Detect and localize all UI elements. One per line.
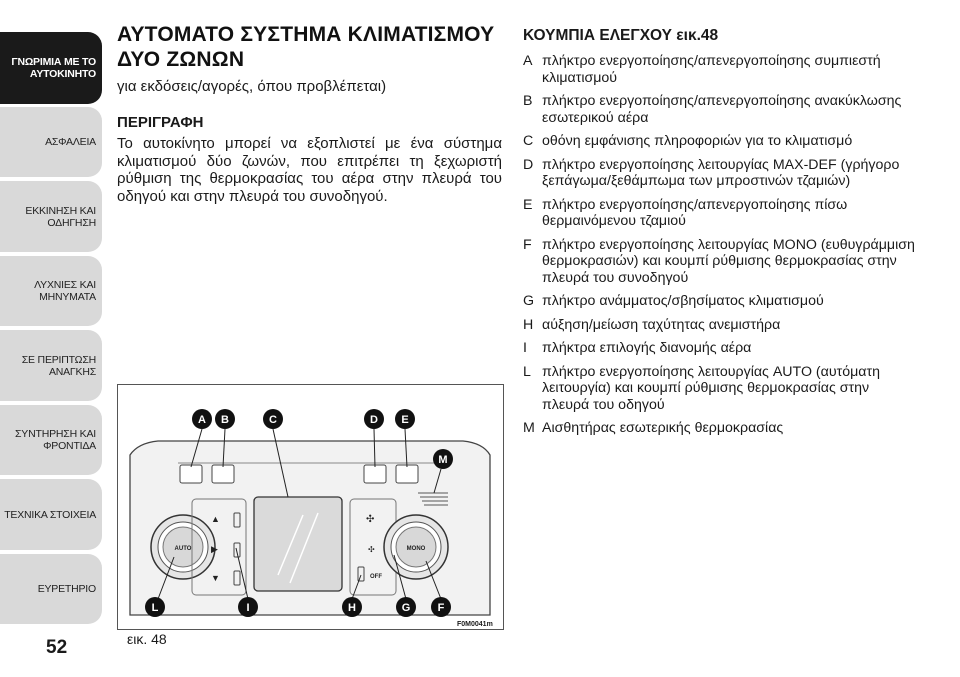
tab-maintenance[interactable] <box>0 405 102 475</box>
tab-technical-data[interactable] <box>0 479 102 550</box>
callout-b: B <box>221 414 229 426</box>
tab-lights-messages[interactable] <box>0 256 102 326</box>
item-key: C <box>523 133 534 149</box>
list-item <box>523 133 916 150</box>
callout-c: C <box>269 414 277 426</box>
page-title: ΑΥΤΟΜΑΤΟ ΣΥΣΤΗΜΑ ΚΛΙΜΑΤΙΣΜΟΥ ΔΥΟ ΖΩΝΩΝ <box>117 23 495 71</box>
item-text: πλήκτρο ανάμματος/σβησίματος κλιματισμού <box>542 293 824 309</box>
list-item <box>523 340 916 357</box>
auto-label: AUTO <box>174 546 192 552</box>
tab-label: ΛΥΧΝΙΕΣ ΚΑΙ ΜΗΝΥΜΑΤΑ <box>34 279 96 303</box>
figure-code: F0M0041m <box>457 621 493 628</box>
item-text: πλήκτρο ενεργοποίησης/απενεργοποίησης πίσω θερμαινόμενου τζαμιού <box>542 196 848 229</box>
list-item <box>523 237 916 287</box>
item-key: E <box>523 196 533 213</box>
item-key: I <box>523 340 527 356</box>
item-key: L <box>523 363 531 380</box>
tab-label: ΕΚΚΙΝΗΣΗ ΚΑΙ ΟΔΗΓΗΣΗ <box>25 204 96 229</box>
item-key: D <box>523 156 534 173</box>
off-label: OFF <box>370 574 382 580</box>
tab-label: ΣΕ ΠΕΡΙΠΤΩΣΗ ΑΝΑΓΚΗΣ <box>21 353 96 378</box>
climate-control-figure <box>117 384 504 630</box>
chapter-tabs <box>0 0 104 677</box>
list-item <box>523 420 916 437</box>
mono-label: MONO <box>406 546 426 552</box>
item-key: M <box>523 420 535 436</box>
item-text: πλήκτρο ενεργοποίησης/απενεργοποίησης ανακύκλωσης εσωτερικού αέρα <box>542 93 902 126</box>
callout-a: A <box>198 414 206 426</box>
item-key: B <box>523 93 533 109</box>
callout-d: D <box>370 414 378 426</box>
tab-label: ΑΣΦΑΛΕΙΑ <box>45 136 96 148</box>
tab-starting-driving[interactable] <box>0 181 102 252</box>
svg-text:▶: ▶ <box>211 544 218 554</box>
item-text: Αισθητήρας εσωτερικής θερμοκρασίας <box>542 420 784 436</box>
page-subtitle: για εκδόσεις/αγορές, όπου προβλέπεται) <box>117 78 387 95</box>
item-key: G <box>523 293 535 309</box>
item-key: F <box>523 236 532 253</box>
item-key: H <box>523 316 534 333</box>
svg-text:▼: ▼ <box>211 573 220 583</box>
description-paragraph: Το αυτοκίνητο μπορεί να εξοπλιστεί με ένα σύστημα κλιματισμού δύο ζωνών, που επιτρέπει τη ξεχωριστή ρύθμιση της θερμοκρασίας του αέρα στην πλευρά του οδηγού και στην πλευρά του συνοδηγού. <box>117 135 502 205</box>
callout-l: L <box>151 602 159 614</box>
callout-g: G <box>401 602 411 614</box>
item-text: πλήκτρο ενεργοποίησης/απενεργοποίησης συμπιεστή κλιματισμού <box>542 53 881 86</box>
tab-label: ΕΥΡΕΤΗΡΙΟ <box>37 583 96 595</box>
svg-text:✣: ✣ <box>368 545 375 554</box>
svg-text:✣: ✣ <box>366 514 375 525</box>
item-text: οθόνη εμφάνισης πληροφοριών για το κλιματισμό <box>542 133 853 149</box>
list-item <box>523 317 916 334</box>
left-column <box>117 22 502 205</box>
list-item <box>523 157 916 190</box>
section-heading: ΠΕΡΙΓΡΑΦΗ <box>117 114 204 131</box>
list-item <box>523 364 916 414</box>
list-item <box>523 293 916 310</box>
list-item <box>523 197 916 230</box>
callout-i: I <box>246 602 250 614</box>
item-text: αύξηση/μείωση ταχύτητας ανεμιστήρα <box>542 316 781 333</box>
right-column <box>523 27 916 444</box>
tab-getting-to-know[interactable] <box>0 32 102 104</box>
svg-text:▲: ▲ <box>211 514 220 524</box>
control-panel-illustration <box>118 385 503 629</box>
tab-safety[interactable] <box>0 107 102 177</box>
item-key: A <box>523 53 533 69</box>
item-text: πλήκτρο ενεργοποίησης λειτουργίας AUTO (αυτόματη λειτουργία) και κουμπί ρύθμισης θερμοκρασίας στην πλευρά του οδηγού <box>542 363 880 413</box>
tab-index[interactable] <box>0 554 102 624</box>
tab-emergency[interactable] <box>0 330 102 401</box>
page-number: 52 <box>46 637 68 658</box>
item-text: πλήκτρο ενεργοποίησης λειτουργίας MAX-DEF (γρήγορο ξεπάγωμα/ξεθάμπωμα των μπροστινών τζαμιών) <box>542 156 900 189</box>
list-item <box>523 53 916 86</box>
item-text: πλήκτρα επιλογής διανομής αέρα <box>542 340 752 356</box>
item-text: πλήκτρο ενεργοποίησης λειτουργίας MONO (ευθυγράμμιση θερμοκρασιών) και κουμπί ρύθμισης θερμοκρασίας στην πλευρά του συνοδηγού <box>542 236 915 286</box>
callout-h: H <box>348 602 356 614</box>
controls-heading: ΚΟΥΜΠΙΑ ΕΛΕΓΧΟΥ εικ.48 <box>523 27 719 44</box>
tab-label: ΓΝΩΡΙΜΙΑ ΜΕ ΤΟ ΑΥΤΟΚΙΝΗΤΟ <box>11 56 96 80</box>
list-item <box>523 93 916 126</box>
callout-m: M <box>438 454 448 466</box>
callout-e: E <box>401 414 409 426</box>
tab-label: ΣΥΝΤΗΡΗΣΗ ΚΑΙ ΦΡΟΝΤΙΔΑ <box>15 428 96 452</box>
figure-caption: εικ. 48 <box>127 631 167 647</box>
callout-f: F <box>437 602 445 614</box>
tab-label: ΤΕΧΝΙΚΑ ΣΤΟΙΧΕΙΑ <box>4 508 96 521</box>
